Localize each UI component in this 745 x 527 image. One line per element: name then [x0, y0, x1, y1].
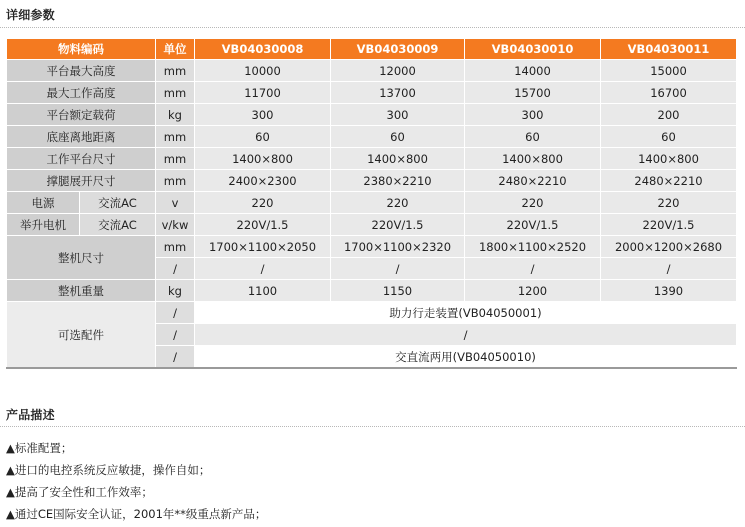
row-value: 1400×800: [331, 148, 465, 170]
row-label: 平台额定载荷: [7, 104, 156, 126]
header-model: VB04030011: [601, 39, 737, 60]
row-unit: v: [156, 192, 195, 214]
table-row: [7, 148, 737, 170]
row-value: 1400×800: [195, 148, 331, 170]
table-row-weight: [7, 280, 737, 302]
row-unit: kg: [156, 280, 195, 302]
row-value: 300: [465, 104, 601, 126]
row-value: 220: [331, 192, 465, 214]
row-label: 工作平台尺寸: [7, 148, 156, 170]
header-item-code: 物料编码: [7, 39, 156, 60]
table-row-options: [7, 302, 737, 324]
header-model: VB04030010: [465, 39, 601, 60]
options-label: 可选配件: [7, 302, 156, 369]
row-label: 最大工作高度: [7, 82, 156, 104]
table-header-row: [7, 39, 737, 60]
row-value: 13700: [331, 82, 465, 104]
row-value: 2380×2210: [331, 170, 465, 192]
row-value: 12000: [331, 60, 465, 82]
power-sub-label: 交流AC: [80, 192, 156, 214]
table-row: [7, 60, 737, 82]
row-value: 1800×1100×2520: [465, 236, 601, 258]
row-label: 撑腿展开尺寸: [7, 170, 156, 192]
row-value: 15700: [465, 82, 601, 104]
row-value: 1100: [195, 280, 331, 302]
row-value: /: [601, 258, 737, 280]
option-value: /: [195, 324, 737, 346]
row-value: 1150: [331, 280, 465, 302]
row-value: 60: [331, 126, 465, 148]
table-row-power: [7, 192, 737, 214]
motor-sub-label: 交流AC: [80, 214, 156, 236]
section-divider: [0, 426, 745, 427]
row-value: 60: [601, 126, 737, 148]
row-unit: kg: [156, 104, 195, 126]
row-value: 1200: [465, 280, 601, 302]
row-unit: /: [156, 346, 195, 369]
option-value: 助力行走装置(VB04050001): [195, 302, 737, 324]
row-value: 220V/1.5: [465, 214, 601, 236]
row-value: /: [465, 258, 601, 280]
product-description-title: 产品描述: [6, 408, 55, 422]
row-value: 60: [195, 126, 331, 148]
row-value: /: [195, 258, 331, 280]
row-value: 1390: [601, 280, 737, 302]
power-label: 电源: [7, 192, 80, 214]
description-list: [6, 437, 266, 525]
table-row: [7, 170, 737, 192]
row-unit: v/kw: [156, 214, 195, 236]
row-unit: /: [156, 258, 195, 280]
dimensions-label: 整机尺寸: [7, 236, 156, 280]
table-row: [7, 126, 737, 148]
header-model: VB04030009: [331, 39, 465, 60]
table-row-motor: [7, 214, 737, 236]
row-value: 220V/1.5: [601, 214, 737, 236]
row-value: 300: [195, 104, 331, 126]
row-value: 11700: [195, 82, 331, 104]
row-value: 14000: [465, 60, 601, 82]
row-unit: mm: [156, 82, 195, 104]
table-row-dimensions: [7, 236, 737, 258]
row-value: 220: [195, 192, 331, 214]
section-divider: [0, 27, 745, 28]
row-value: 2480×2210: [601, 170, 737, 192]
row-unit: mm: [156, 126, 195, 148]
row-unit: mm: [156, 170, 195, 192]
row-value: 1400×800: [465, 148, 601, 170]
row-label: 平台最大高度: [7, 60, 156, 82]
list-item: ▲标准配置；: [6, 441, 73, 455]
row-value: 10000: [195, 60, 331, 82]
row-value: 2000×1200×2680: [601, 236, 737, 258]
weight-label: 整机重量: [7, 280, 156, 302]
row-value: 60: [465, 126, 601, 148]
row-value: 1700×1100×2320: [331, 236, 465, 258]
row-value: 200: [601, 104, 737, 126]
motor-label: 举升电机: [7, 214, 80, 236]
row-value: 1700×1100×2050: [195, 236, 331, 258]
row-value: 220: [465, 192, 601, 214]
row-value: 2480×2210: [465, 170, 601, 192]
table-row: [7, 104, 737, 126]
header-unit: 单位: [156, 39, 195, 60]
spec-table: [6, 38, 737, 369]
list-item: ▲通过CE国际安全认证，2001年**级重点新产品；: [6, 507, 267, 521]
row-unit: /: [156, 302, 195, 324]
row-value: /: [331, 258, 465, 280]
row-value: 300: [331, 104, 465, 126]
row-unit: /: [156, 324, 195, 346]
row-value: 16700: [601, 82, 737, 104]
row-unit: mm: [156, 60, 195, 82]
row-value: 220V/1.5: [331, 214, 465, 236]
table-row: [7, 82, 737, 104]
row-value: 220: [601, 192, 737, 214]
header-model: VB04030008: [195, 39, 331, 60]
row-unit: mm: [156, 236, 195, 258]
list-item: ▲进口的电控系统反应敏捷，操作自如；: [6, 463, 211, 477]
row-value: 2400×2300: [195, 170, 331, 192]
list-item: ▲提高了安全性和工作效率；: [6, 485, 153, 499]
detail-params-title: 详细参数: [6, 8, 55, 22]
row-value: 15000: [601, 60, 737, 82]
option-value: 交直流两用(VB04050010): [195, 346, 737, 369]
row-unit: mm: [156, 148, 195, 170]
row-label: 底座离地距离: [7, 126, 156, 148]
row-value: 220V/1.5: [195, 214, 331, 236]
row-value: 1400×800: [601, 148, 737, 170]
